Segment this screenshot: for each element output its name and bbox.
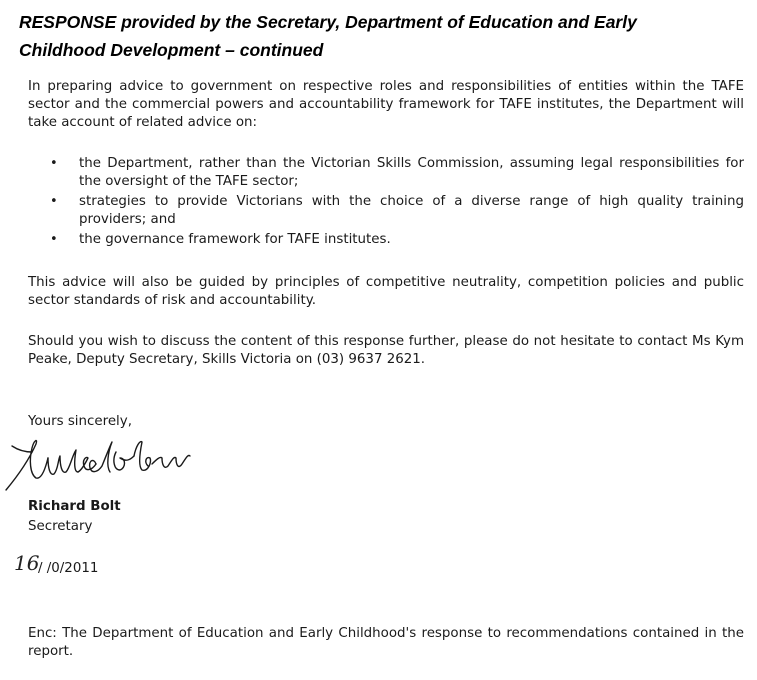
signatory-title: Secretary: [28, 519, 93, 534]
contact-paragraph: Should you wish to discuss the content of this response further, please do not hesitate to contact Ms Kym Peake, Deputy Secretary, Skills Victoria on (03) 9637 2621.: [28, 334, 744, 367]
handwritten-signature: [2, 432, 202, 494]
document-heading: [19, 8, 739, 64]
signatory-name: Richard Bolt: [28, 499, 121, 514]
enclosure-note: Enc: The Department of Education and Early Childhood's response to recommendations contained in the report.: [28, 626, 744, 659]
date-handwritten: 16: [14, 551, 40, 575]
letter-body: [14, 78, 744, 659]
advice-list: [50, 155, 744, 251]
signature-date: [14, 551, 188, 584]
list-item-text: the governance framework for TAFE institutes.: [79, 232, 391, 247]
heading-line-1: RESPONSE provided by the Secretary, Department of Education and Early: [19, 12, 637, 32]
bullet-icon: •: [50, 232, 58, 247]
guidance-paragraph: This advice will also be guided by principles of competitive neutrality, competition policies and public sector standards of risk and accountability.: [28, 275, 744, 308]
list-item-text: the Department, rather than the Victorian Skills Commission, assuming legal responsibilities for the oversight of the TAFE sector;: [79, 156, 744, 189]
bullet-icon: •: [50, 156, 58, 171]
list-item: [50, 193, 744, 229]
date-printed: / /0/2011: [38, 561, 99, 576]
intro-paragraph: In preparing advice to government on respective roles and responsibilities of entities within the TAFE sector and the commercial powers and accountability framework for TAFE institutes, the Department will take account of related advice on:: [28, 79, 744, 130]
list-item-text: strategies to provide Victorians with the choice of a diverse range of high quality training providers; and: [79, 194, 744, 227]
heading-line-2: Childhood Development – continued: [19, 40, 324, 60]
closing-salutation: Yours sincerely,: [28, 414, 132, 429]
list-item: [50, 231, 744, 249]
list-item: [50, 155, 744, 191]
bullet-icon: •: [50, 194, 58, 209]
